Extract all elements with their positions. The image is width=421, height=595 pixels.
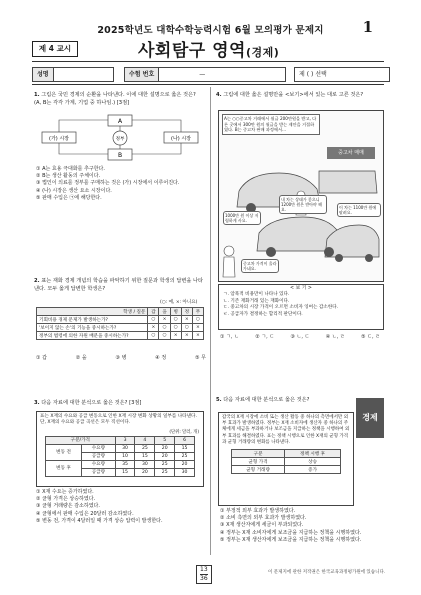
q2-option-4[interactable]: ④ 정 — [155, 355, 167, 361]
q3-box — [36, 411, 204, 487]
diagram-b: B — [117, 152, 123, 159]
q3-cell: 25 — [155, 468, 175, 476]
q2-student-4: 정 — [181, 308, 192, 316]
q3-option-1[interactable]: ① X재 수요는 증가하였다. — [36, 489, 94, 495]
period-box: 제 4 교시 — [32, 41, 78, 57]
q5-option-3[interactable]: ③ X재 생산자에게 세금이 부과되었다. — [220, 522, 304, 529]
page-number: 1 — [362, 18, 373, 36]
table-row — [46, 460, 195, 468]
info-bar — [32, 67, 384, 80]
q2-cell: ○ — [148, 316, 159, 324]
table-row — [37, 316, 204, 324]
q3-cell: 수요량 — [82, 444, 115, 452]
q3-cell: 20 — [155, 444, 175, 452]
q4-option-5[interactable]: ⑤ ㄷ, ㄹ — [361, 334, 380, 340]
q1-text: 그림은 국민 경제의 순환을 나타낸다. 이에 대한 설명으로 옳은 것은? (A, B는 각각 가계, 기업 중 하나임.) [3점] — [34, 92, 196, 106]
q5-cell: 증가 — [285, 466, 341, 474]
page-current: 13 — [200, 566, 208, 573]
table-row — [37, 332, 204, 340]
q3-h1: 가격 — [81, 438, 90, 444]
q2-cell: × — [148, 324, 159, 332]
q4-bubble-2: 내 차는 상태가 좋으니 1200만 원은 받아야 해요. — [279, 195, 327, 214]
q5-h0: 구분 — [232, 450, 285, 458]
diagram-market-left: (가) 시장 — [49, 136, 69, 142]
q5-options — [220, 508, 380, 544]
q4-bubble-4: 중고차 가격이 올라가네요. — [241, 259, 279, 273]
q2-number: 2. — [34, 278, 40, 284]
info-rule — [32, 84, 384, 85]
q3-header-type: 구분/가격 — [46, 436, 116, 444]
q1-option-3[interactable]: ③ 법인이 의료를 정부를 구매하는 것은 (가) 시장에서 이루어진다. — [36, 180, 180, 187]
q2-cell: ○ — [192, 316, 203, 324]
q3-cell: 30 — [175, 468, 195, 476]
q2-cell: × — [170, 332, 181, 340]
table-row — [232, 458, 341, 466]
q3-option-5[interactable]: ⑤ 변동 전, 가격이 4달러일 때 가격 상승 압력이 발생한다. — [36, 517, 163, 524]
q3-h3: 4 — [135, 436, 155, 444]
q2-col-header-text: 학생 — [123, 309, 132, 315]
q4-option-4[interactable]: ④ ㄴ, ㄹ — [325, 334, 345, 340]
q2-col-header: 학생 / 질문 — [37, 308, 148, 316]
q2-options — [36, 355, 206, 362]
q3-cell: 25 — [175, 452, 195, 460]
q2-option-5[interactable]: ⑤ 무 — [195, 355, 206, 361]
question-5 — [216, 397, 356, 405]
q3-h2: 3 — [115, 436, 135, 444]
q4-option-3[interactable]: ③ ㄴ, ㄷ — [290, 334, 310, 340]
diagram-a: A — [117, 118, 123, 125]
q2-cell: × — [181, 316, 192, 324]
q5-number: 5. — [216, 397, 222, 403]
q3-h0: 구분 — [70, 438, 80, 444]
q4-sign: 중고차 매매 — [327, 147, 375, 159]
q4-bogi-box — [218, 284, 384, 330]
subject-side-tab: 경제 — [356, 398, 384, 438]
q4-options — [220, 334, 380, 341]
q2-table-note: (○: 예, ×: 아니요) — [160, 300, 198, 305]
q2-text: 표는 재화 경제 개념의 학습을 파악하기 위한 질문과 학생의 답변을 나타낸다. 모두 옳게 답변한 학생은? — [34, 278, 204, 292]
question-4 — [216, 92, 384, 100]
q4-illustration — [218, 110, 384, 282]
copyright-note: 이 문제지에 관한 저작권은 한국교육과정평가원에 있습니다. — [268, 570, 386, 575]
q2-student-3: 병 — [170, 308, 181, 316]
q2-option-1[interactable]: ① 갑 — [36, 355, 47, 361]
q5-text: 다음 자료에 대한 분석으로 옳은 것은? — [223, 397, 310, 403]
q3-cell: 공급량 — [82, 468, 115, 476]
q2-cell: ○ — [181, 324, 192, 332]
q3-cell: 15 — [135, 452, 155, 460]
subject-sub: (경제) — [245, 46, 280, 59]
q2-row-3-q: 정부의 법령에 의한 자원 배분을 중시하는가? — [37, 332, 148, 340]
q1-option-4[interactable]: ④ (나) 시장은 생산 요소 시장이다. — [36, 187, 112, 194]
q2-cell: ○ — [170, 316, 181, 324]
q2-student-1: 갑 — [148, 308, 159, 316]
q5-h1: 정책 시행 후 — [285, 450, 341, 458]
q3-cell: 15 — [115, 468, 135, 476]
exam-number-dash: — — [199, 71, 206, 78]
q2-cell: ○ — [148, 332, 159, 340]
q5-option-2[interactable]: ② 소비 측면의 외부 효과가 발생하였다. — [220, 515, 307, 522]
name-label: 성명 — [33, 68, 54, 81]
q3-cell: 15 — [175, 444, 195, 452]
q3-cell: 30 — [115, 444, 135, 452]
page-indicator — [196, 565, 212, 584]
question-3 — [34, 400, 204, 408]
q5-cell: 균형 거래량 — [232, 466, 285, 474]
q2-cell: ○ — [159, 324, 170, 332]
q4-bogi-3: ㄷ. 중고차의 시장 가격이 오르면 소비자 잉여는 감소한다. — [223, 305, 339, 311]
q3-cell: 공급량 — [82, 452, 115, 460]
choice-label: 제 ( ) 선택 — [299, 71, 327, 78]
q5-cell: 상승 — [285, 458, 341, 466]
question-2 — [34, 278, 204, 293]
q3-table — [45, 436, 195, 477]
q5-option-4[interactable]: ④ 정부는 X재 소비자에게 보조금을 지급하는 정책을 시행하였다. — [220, 529, 362, 536]
q4-number: 4. — [216, 92, 222, 98]
q4-bogi-4: ㄹ. 공급자가 결정하는 합리적 판단이다. — [223, 311, 303, 317]
q2-option-2[interactable]: ② 을 — [75, 355, 87, 361]
q2-cell: × — [192, 324, 203, 332]
header-rule — [32, 61, 384, 62]
q2-cell: × — [159, 316, 170, 324]
q3-h5: 6 — [175, 436, 195, 444]
q3-cell: 25 — [135, 444, 155, 452]
q4-text: 그림에 대한 옳은 설명만을 <보기>에서 있는 대로 고른 것은? — [223, 92, 364, 98]
q2-cell: ○ — [170, 324, 181, 332]
q3-cell: 10 — [115, 452, 135, 460]
table-row — [232, 466, 341, 474]
table-row — [37, 324, 204, 332]
q4-bogi-label: < 보 기 > — [290, 286, 312, 291]
q2-row-header-text: 질문 — [136, 309, 146, 315]
diagram-gov: 정부 — [115, 137, 125, 142]
q1-option-1[interactable]: ① A는 효용 극대화를 추구한다. — [36, 166, 105, 172]
q3-h4: 5 — [155, 436, 175, 444]
exam-number-cell[interactable] — [124, 67, 286, 82]
q2-row-2-q: '보이지 않는 손'의 기능을 중시하는가? — [37, 324, 148, 332]
name-cell[interactable] — [32, 67, 114, 82]
q3-option-3[interactable]: ③ 균형 거래량은 감소하였다. — [36, 503, 100, 510]
q5-box — [218, 412, 354, 506]
choice-cell[interactable] — [294, 67, 390, 82]
q2-row-1-q: 기회비용 경제 문제가 발생하는가? — [37, 316, 148, 324]
q3-cell: 20 — [175, 460, 195, 468]
q4-scene-text: A는 ○○중고차 거래에서 월급 200만원을 받고, 다른 곳에서 300만 원의 월급을 받는 제안을 거절하였다. B는 중고차 판매 과정에서... — [222, 114, 320, 135]
q2-cell: × — [181, 332, 192, 340]
q1-options — [36, 166, 206, 202]
q5-table — [231, 449, 341, 474]
q4-bubble-3: 이 차는 1100만 원에 팔려요. — [337, 203, 381, 217]
q3-cell: 수요량 — [82, 460, 115, 468]
q5-box-text: 갑국의 X재 시장에 소비 또는 생산 활동 중 하나의 측면에서만 외부 효과가 발생하였다. 정부는 X재 소비자에 생산자 중 하나의 주체에게 세금을 부과하거나 보조금을 지급하는 정책을 시행하여 외부 효과를 해결하였다. 표는 정책 시행으로 인한 X재의 균형 가격과 균형 거래량의 변화를 나타낸다. — [222, 415, 350, 445]
q5-cell: 균형 가격 — [232, 458, 285, 466]
q1-option-2[interactable]: ② B는 생산 활동의 주체이다. — [36, 173, 101, 180]
subject-name: 사회탐구 영역 — [138, 41, 246, 61]
q2-student-5: 무 — [192, 308, 203, 316]
q3-text: 다음 자료에 대한 분석으로 옳은 것은? [3점] — [41, 400, 142, 406]
q4-option-1[interactable]: ① ㄱ, ㄴ — [220, 334, 239, 340]
q4-bogi-2: ㄴ. 기존 재화거래 있는 재화이다. — [223, 298, 290, 304]
q3-cell: 30 — [135, 460, 155, 468]
q4-bubble-1: 1000만 원 이상 저렴하게 사요. — [223, 211, 261, 225]
page-total: 36 — [200, 575, 208, 582]
q2-option-3[interactable]: ③ 병 — [115, 355, 127, 361]
column-divider — [210, 87, 211, 555]
q3-cell: 35 — [115, 460, 135, 468]
q1-option-5[interactable]: ⑤ 판매 수입은 ㉠에 해당한다. — [36, 194, 102, 201]
subject-title — [138, 36, 279, 61]
q2-cell: ○ — [159, 332, 170, 340]
q2-student-2: 을 — [159, 308, 170, 316]
q4-option-2[interactable]: ② ㄱ, ㄷ — [255, 334, 275, 340]
q3-unit: (단위: 달러, 개) — [169, 429, 199, 435]
q3-option-2[interactable]: ② 균형 가격은 상승하였다. — [36, 496, 96, 503]
q5-option-5[interactable]: ⑤ 정부는 X재 생산자에게 보조금을 지급하는 정책을 시행하였다. — [220, 536, 362, 543]
q3-box-text: 표는 X재의 수요와 공급 변동으로 인한 X재 시장 변화 상황의 일부를 나타낸다. 단, X재의 수요와 공급 곡선은 모두 직선이다. — [40, 414, 197, 426]
q2-cell: × — [192, 332, 203, 340]
exam-title: 2025학년도 대학수학능력시험 6월 모의평가 문제지 — [97, 25, 324, 36]
q3-cell: 20 — [155, 452, 175, 460]
exam-number-label: 수험 번호 — [125, 68, 159, 81]
q3-number: 3. — [34, 400, 40, 406]
q2-table — [36, 307, 204, 340]
q1-number: 1. — [34, 92, 40, 98]
q3-cell: 20 — [135, 468, 155, 476]
q3-options — [36, 489, 206, 525]
q3-group-2: 변동 후 — [46, 460, 82, 476]
q3-option-4[interactable]: ④ 균형에서 판매 수입은 20달러 감소하였다. — [36, 510, 134, 517]
q4-bogi-1: ㄱ. 암묵적 비용만이 나타나 있다. — [223, 292, 290, 297]
q3-group-1: 변동 전 — [46, 444, 82, 460]
q5-option-1[interactable]: ① 부정적 외부 효과가 발생하였다. — [220, 508, 296, 514]
question-1 — [34, 92, 204, 107]
q3-cell: 25 — [155, 460, 175, 468]
circular-flow-diagram — [40, 113, 200, 163]
diagram-market-right: (나) 시장 — [171, 136, 191, 142]
table-row — [46, 444, 195, 452]
